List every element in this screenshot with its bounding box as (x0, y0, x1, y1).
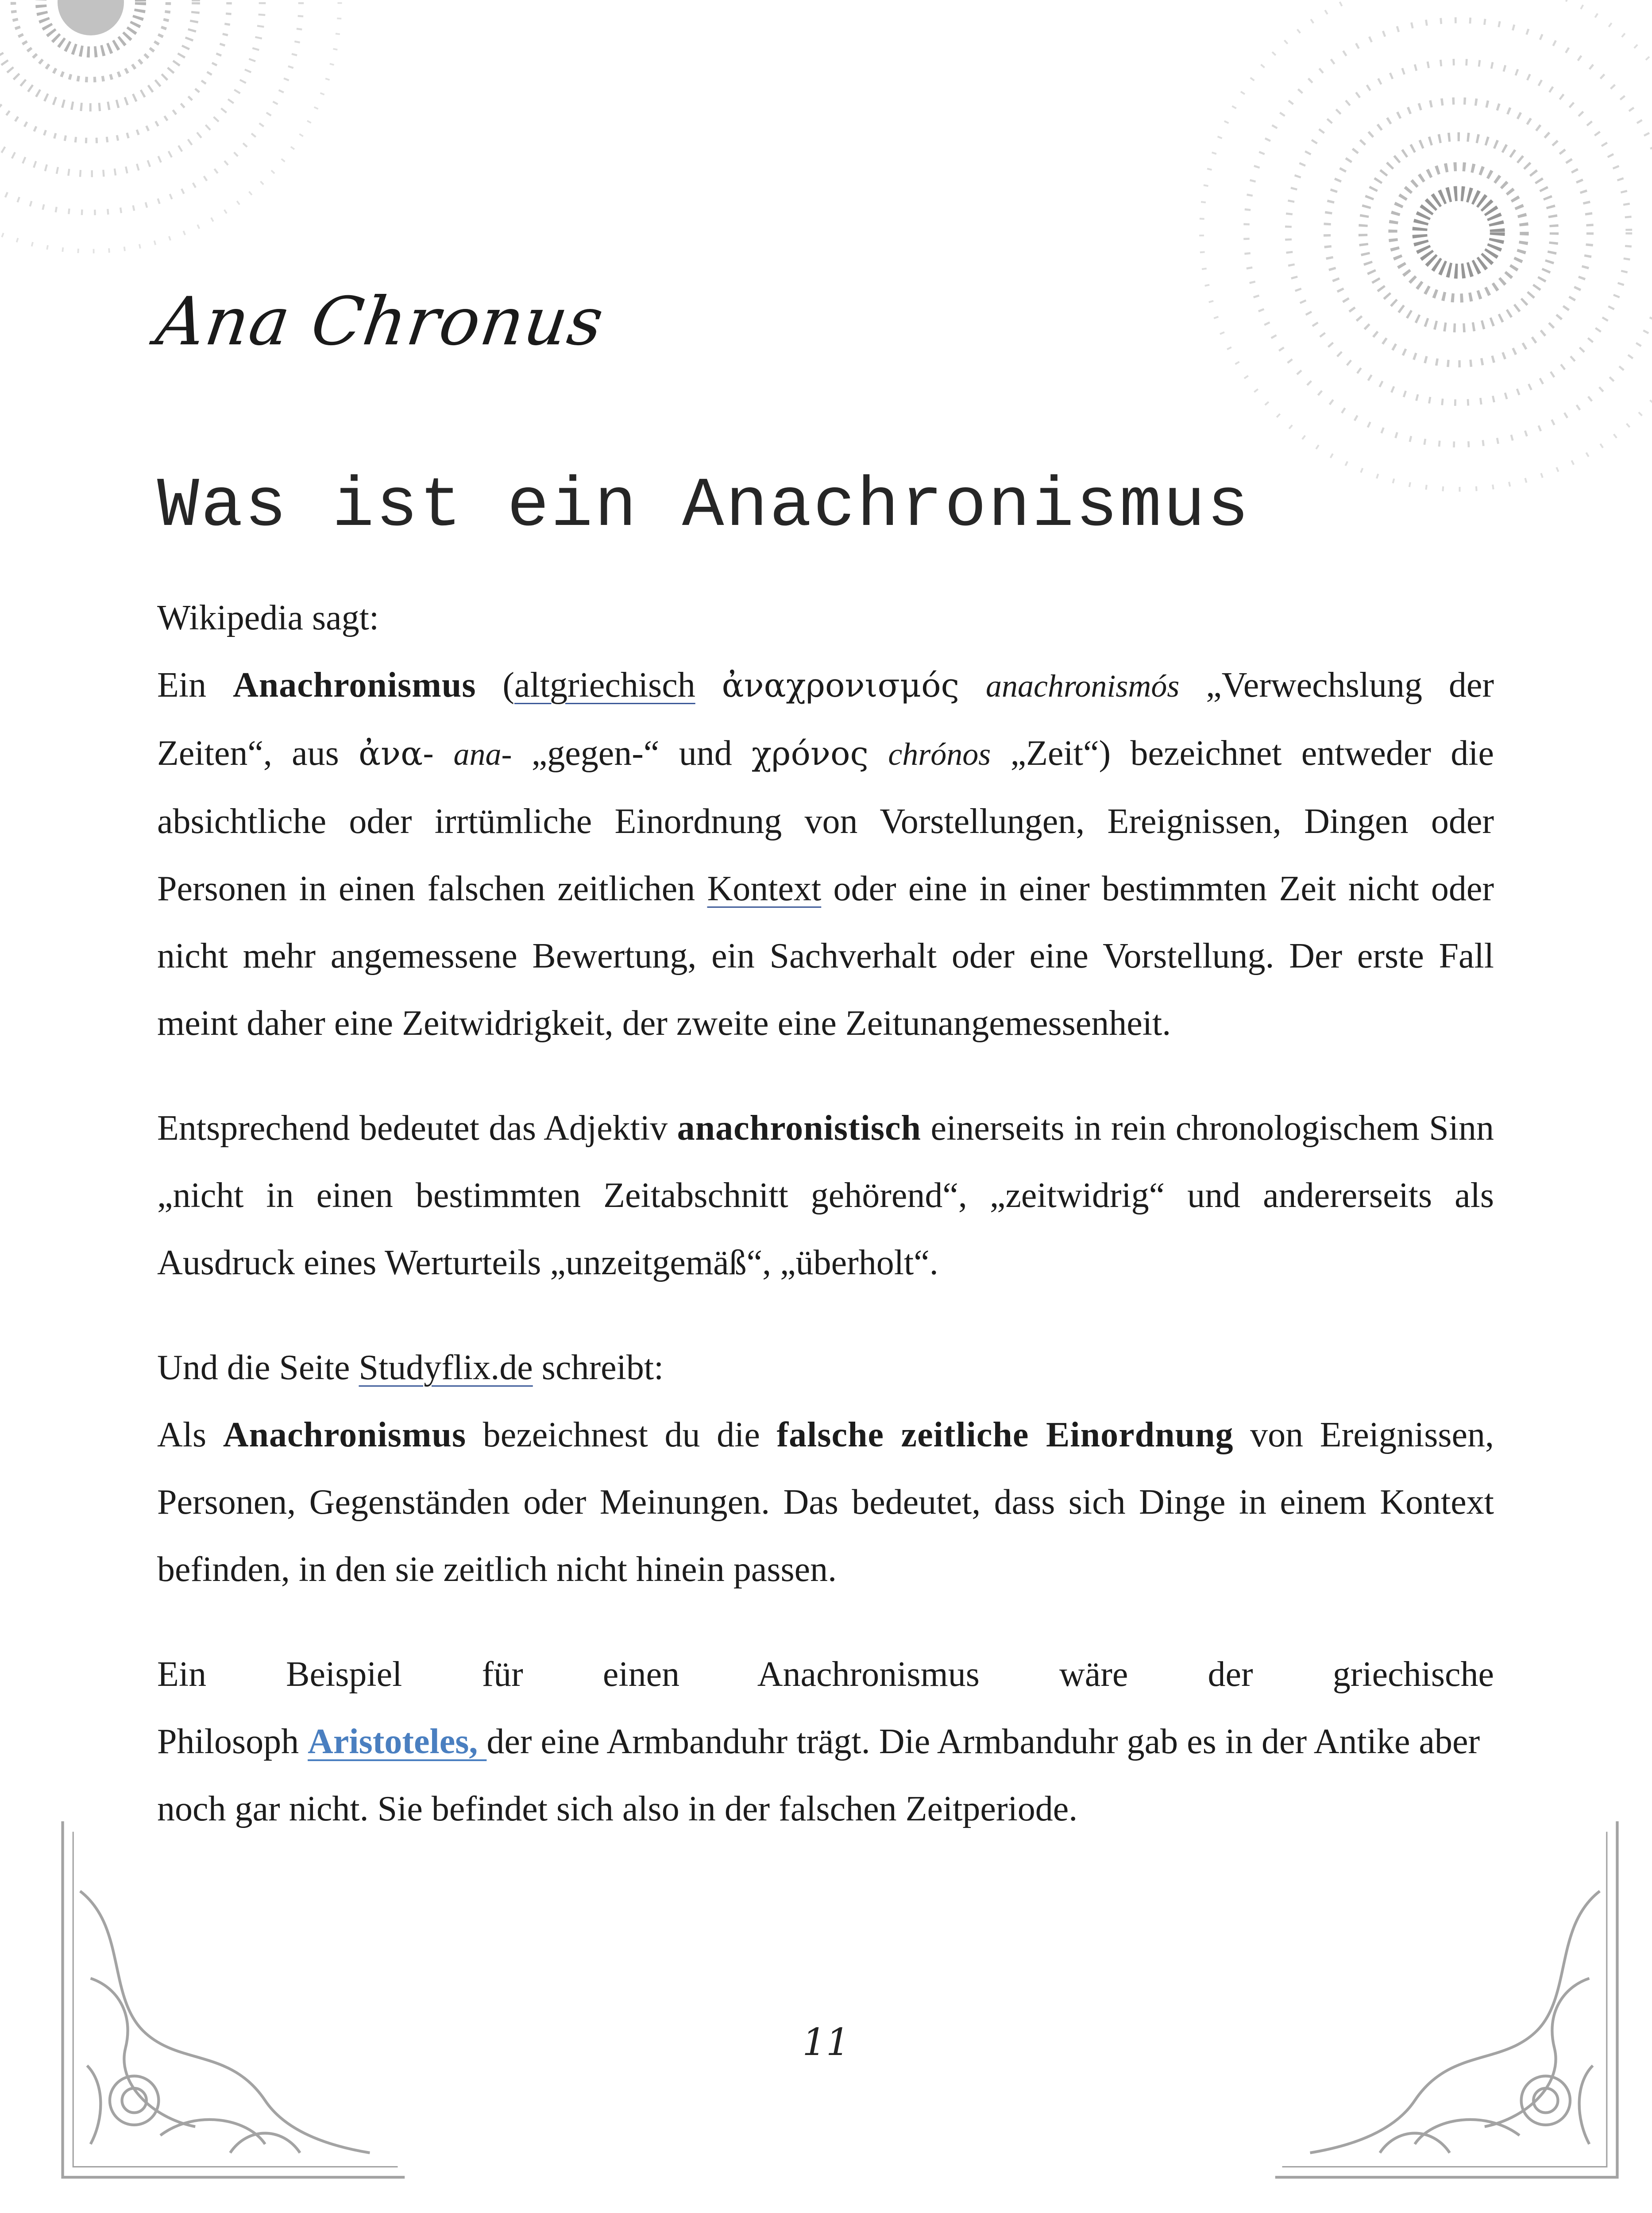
mandala-ornament-left (0, 0, 367, 279)
link-altgriechisch[interactable]: altgriechisch (514, 666, 695, 705)
page-heading: Was ist ein Anachronismus (157, 467, 1251, 546)
page-number: 11 (802, 2020, 850, 2064)
wikipedia-intro: Wikipedia sagt: (157, 598, 379, 637)
studyflix-intro: Und die Seite Studyflix.de schreibt: (157, 1348, 664, 1387)
link-aristoteles[interactable]: Aristoteles, (308, 1722, 487, 1761)
paragraph-studyflix-definition: Als Anachronismus bezeichnest du die falsche zeitliche Einordnung von Ereignissen, Personen, Gegenständen oder Meinungen. Das bedeutet, dass sich Dinge in einem Kontext befinden, in den sie zeitlich nicht hinein passen. (157, 1415, 1494, 1589)
running-header-title: Ana Chronus (151, 283, 609, 360)
paragraph-example: Ein Beispiel für einen Anachronismus wäre der griechische Philosoph Aristoteles, der eine Armbanduhr trägt. Die Armbanduhr gab es in der Antike aber noch gar nicht. Sie befindet sich also in der falschen Zeitperiode. (157, 1641, 1494, 1843)
transliteration-anachronismos: anachronismós (986, 668, 1180, 704)
main-text (157, 584, 1494, 1843)
greek-word-chronos: χρόνος (752, 735, 868, 773)
term-falsche-zeitliche-einordnung: falsche zeitliche Einordnung (776, 1415, 1234, 1454)
greek-prefix-ana: ἀνα- (359, 735, 434, 773)
term-anachronistisch: anachronistisch (677, 1109, 922, 1148)
mandala-ornament-right (1160, 0, 1652, 531)
corner-ornament-right (1275, 1821, 1625, 2184)
link-kontext[interactable]: Kontext (707, 869, 822, 908)
example-first-line: Ein Beispiel für einen Anachronismus wäre der griechische (157, 1655, 1494, 1694)
transliteration-ana: ana- (453, 736, 512, 772)
link-studyflix[interactable]: Studyflix.de (359, 1348, 533, 1387)
corner-ornament-left (55, 1821, 405, 2184)
paragraph-adjective: Entsprechend bedeutet das Adjektiv anachronistisch einerseits in rein chronologischem Sinn „nicht in einen bestimmten Zeitabschnitt gehörend“, „zeitwidrig“ und andererseits als Ausdruck eines Werturteils „unzeitgemäß“, „überholt“. (157, 1109, 1494, 1282)
greek-word-anachronismos: ἀναχρονισμός (722, 667, 960, 705)
paragraph-wikipedia-definition: Ein Anachronismus (altgriechisch ἀναχρονισμός anachronismós „Verwechslung der Zeiten“, aus ἀνα- ana- „gegen-“ und χρόνος chrónos „Zeit“) bezeichnet entweder die absichtliche oder irrtümliche Einordnung von Vorstellungen, Ereignissen, Dingen oder Personen in einen falschen zeitlichen Kontext oder eine in einer bestimmten Zeit nicht oder nicht mehr angemessene Bewertung, ein Sachverhalt oder eine Vorstellung. Der erste Fall meint daher eine Zeitwidrigkeit, der zweite eine Zeitunangemessenheit. (157, 666, 1494, 1043)
term-anachronismus: Anachronismus (233, 666, 476, 705)
transliteration-chronos: chrónos (888, 736, 991, 772)
term-anachronismus-studyflix: Anachronismus (223, 1415, 467, 1454)
